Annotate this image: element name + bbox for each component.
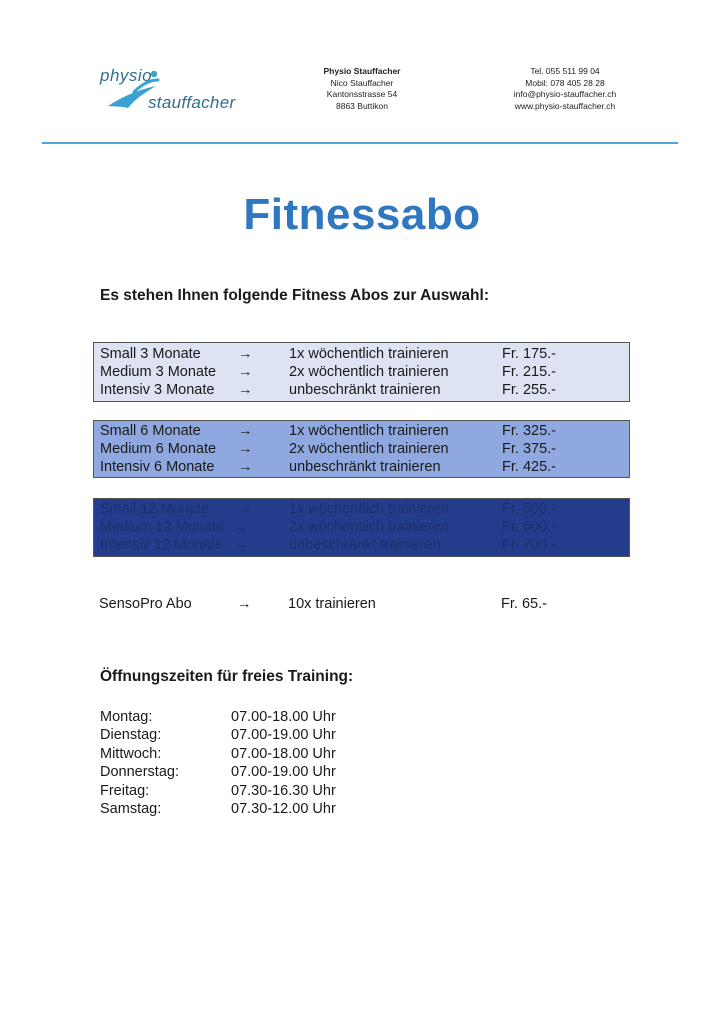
- street: Kantonsstrasse 54: [326, 89, 398, 99]
- day-label: Donnerstag:: [100, 764, 179, 781]
- time-value: 07.00-18.00 Uhr: [231, 745, 336, 762]
- page-title: Fitnessabo: [243, 190, 481, 239]
- abo-name: Intensiv 12 Monate: [100, 537, 223, 553]
- abo-price: Fr. 700.-: [502, 537, 556, 553]
- arrow-icon: →: [238, 423, 253, 439]
- arrow-icon: →: [238, 441, 253, 457]
- intro-heading: Es stehen Ihnen folgende Fitness Abos zur Auswahl:: [100, 287, 489, 304]
- time-value: 07.00-19.00 Uhr: [231, 764, 336, 781]
- arrow-icon: →: [238, 501, 253, 517]
- abo-group-3-months: [93, 342, 630, 402]
- abo-desc: 1x wöchentlich trainieren: [289, 423, 449, 439]
- day-label: Freitag:: [100, 782, 150, 799]
- abo-price: Fr. 255.-: [502, 382, 556, 398]
- abo-name: Intensiv 6 Monate: [100, 459, 215, 475]
- abo-desc: unbeschränkt trainieren: [289, 459, 441, 475]
- abo-row: [94, 536, 631, 554]
- abo-name: Small 6 Monate: [100, 423, 201, 439]
- sensopro-abo-row: [93, 594, 630, 614]
- abo-row: [94, 500, 631, 518]
- abo-desc: 1x wöchentlich trainieren: [289, 346, 449, 362]
- arrow-icon: →: [238, 346, 253, 362]
- abo-price: Fr. 65.-: [501, 596, 547, 612]
- abo-row: [94, 363, 631, 381]
- abo-price: Fr. 175.-: [502, 346, 556, 362]
- abo-row: [94, 458, 631, 476]
- abo-price: Fr. 425.-: [502, 459, 556, 475]
- abo-price: Fr. 500.-: [502, 501, 556, 517]
- day-label: Montag:: [100, 709, 153, 725]
- logo-word-physio: physio: [100, 66, 153, 85]
- day-label: Dienstag:: [100, 727, 162, 744]
- abo-desc: unbeschränkt trainieren: [289, 382, 441, 398]
- time-value: 07.30-16.30 Uhr: [231, 782, 336, 799]
- arrow-icon: →: [234, 519, 249, 535]
- abo-name: Medium 3 Monate: [100, 364, 217, 380]
- company-logo: [98, 66, 258, 116]
- abo-row: [94, 381, 631, 399]
- header-divider: [42, 142, 678, 144]
- abo-row: [94, 345, 631, 363]
- arrow-icon: →: [238, 382, 253, 398]
- abo-price: Fr. 600.-: [502, 519, 556, 535]
- day-label: Samstag:: [100, 800, 162, 817]
- abo-name: Small 3 Monate: [100, 346, 201, 362]
- abo-desc: unbeschränkt trainieren: [289, 537, 441, 553]
- website-link[interactable]: www.physio-stauffacher.ch: [514, 100, 616, 111]
- abo-row: [94, 518, 631, 536]
- abo-desc: 10x trainieren: [288, 596, 376, 612]
- abo-name: Small 12 Monate: [100, 501, 209, 517]
- abo-price: Fr. 215.-: [502, 364, 556, 380]
- abo-name: Medium 6 Monate: [100, 441, 217, 457]
- company-name: Physio Stauffacher: [323, 66, 401, 76]
- owner-name: Nico Stauffacher: [330, 77, 394, 88]
- abo-name: Medium 12 Monate: [100, 519, 225, 535]
- arrow-icon: →: [237, 596, 252, 612]
- opening-hours-heading: Öffnungszeiten für freies Training:: [100, 668, 354, 685]
- time-value: 07.00-19.00 Uhr: [231, 727, 336, 744]
- abo-desc: 1x wöchentlich trainieren: [289, 501, 449, 517]
- abo-group-12-months: [93, 498, 630, 557]
- abo-price: Fr. 375.-: [502, 441, 556, 457]
- email-link[interactable]: info@physio-stauffacher.ch: [513, 89, 617, 99]
- city: 8863 Buttikon: [336, 100, 388, 111]
- day-label: Mittwoch:: [100, 745, 162, 762]
- abo-desc: 2x wöchentlich trainieren: [289, 519, 449, 535]
- contact-info: [480, 66, 650, 112]
- time-value: 07.30-12.00 Uhr: [231, 800, 336, 817]
- company-address: [300, 66, 424, 112]
- mobile: Mobil: 078 405 28 28: [525, 77, 605, 88]
- abo-row: [94, 422, 631, 440]
- logo-word-stauffacher: stauffacher: [148, 93, 236, 112]
- abo-name: Intensiv 3 Monate: [100, 382, 215, 398]
- arrow-icon: →: [238, 459, 253, 475]
- abo-name: SensoPro Abo: [99, 596, 192, 612]
- abo-row: [94, 440, 631, 458]
- abo-price: Fr. 325.-: [502, 423, 556, 439]
- abo-desc: 2x wöchentlich trainieren: [289, 364, 449, 380]
- time-value: 07.00-18.00 Uhr: [231, 709, 336, 725]
- arrow-icon: →: [234, 537, 249, 553]
- arrow-icon: →: [238, 364, 253, 380]
- abo-desc: 2x wöchentlich trainieren: [289, 441, 449, 457]
- abo-group-6-months: [93, 420, 630, 478]
- phone: Tel. 055 511 99 04: [530, 66, 600, 76]
